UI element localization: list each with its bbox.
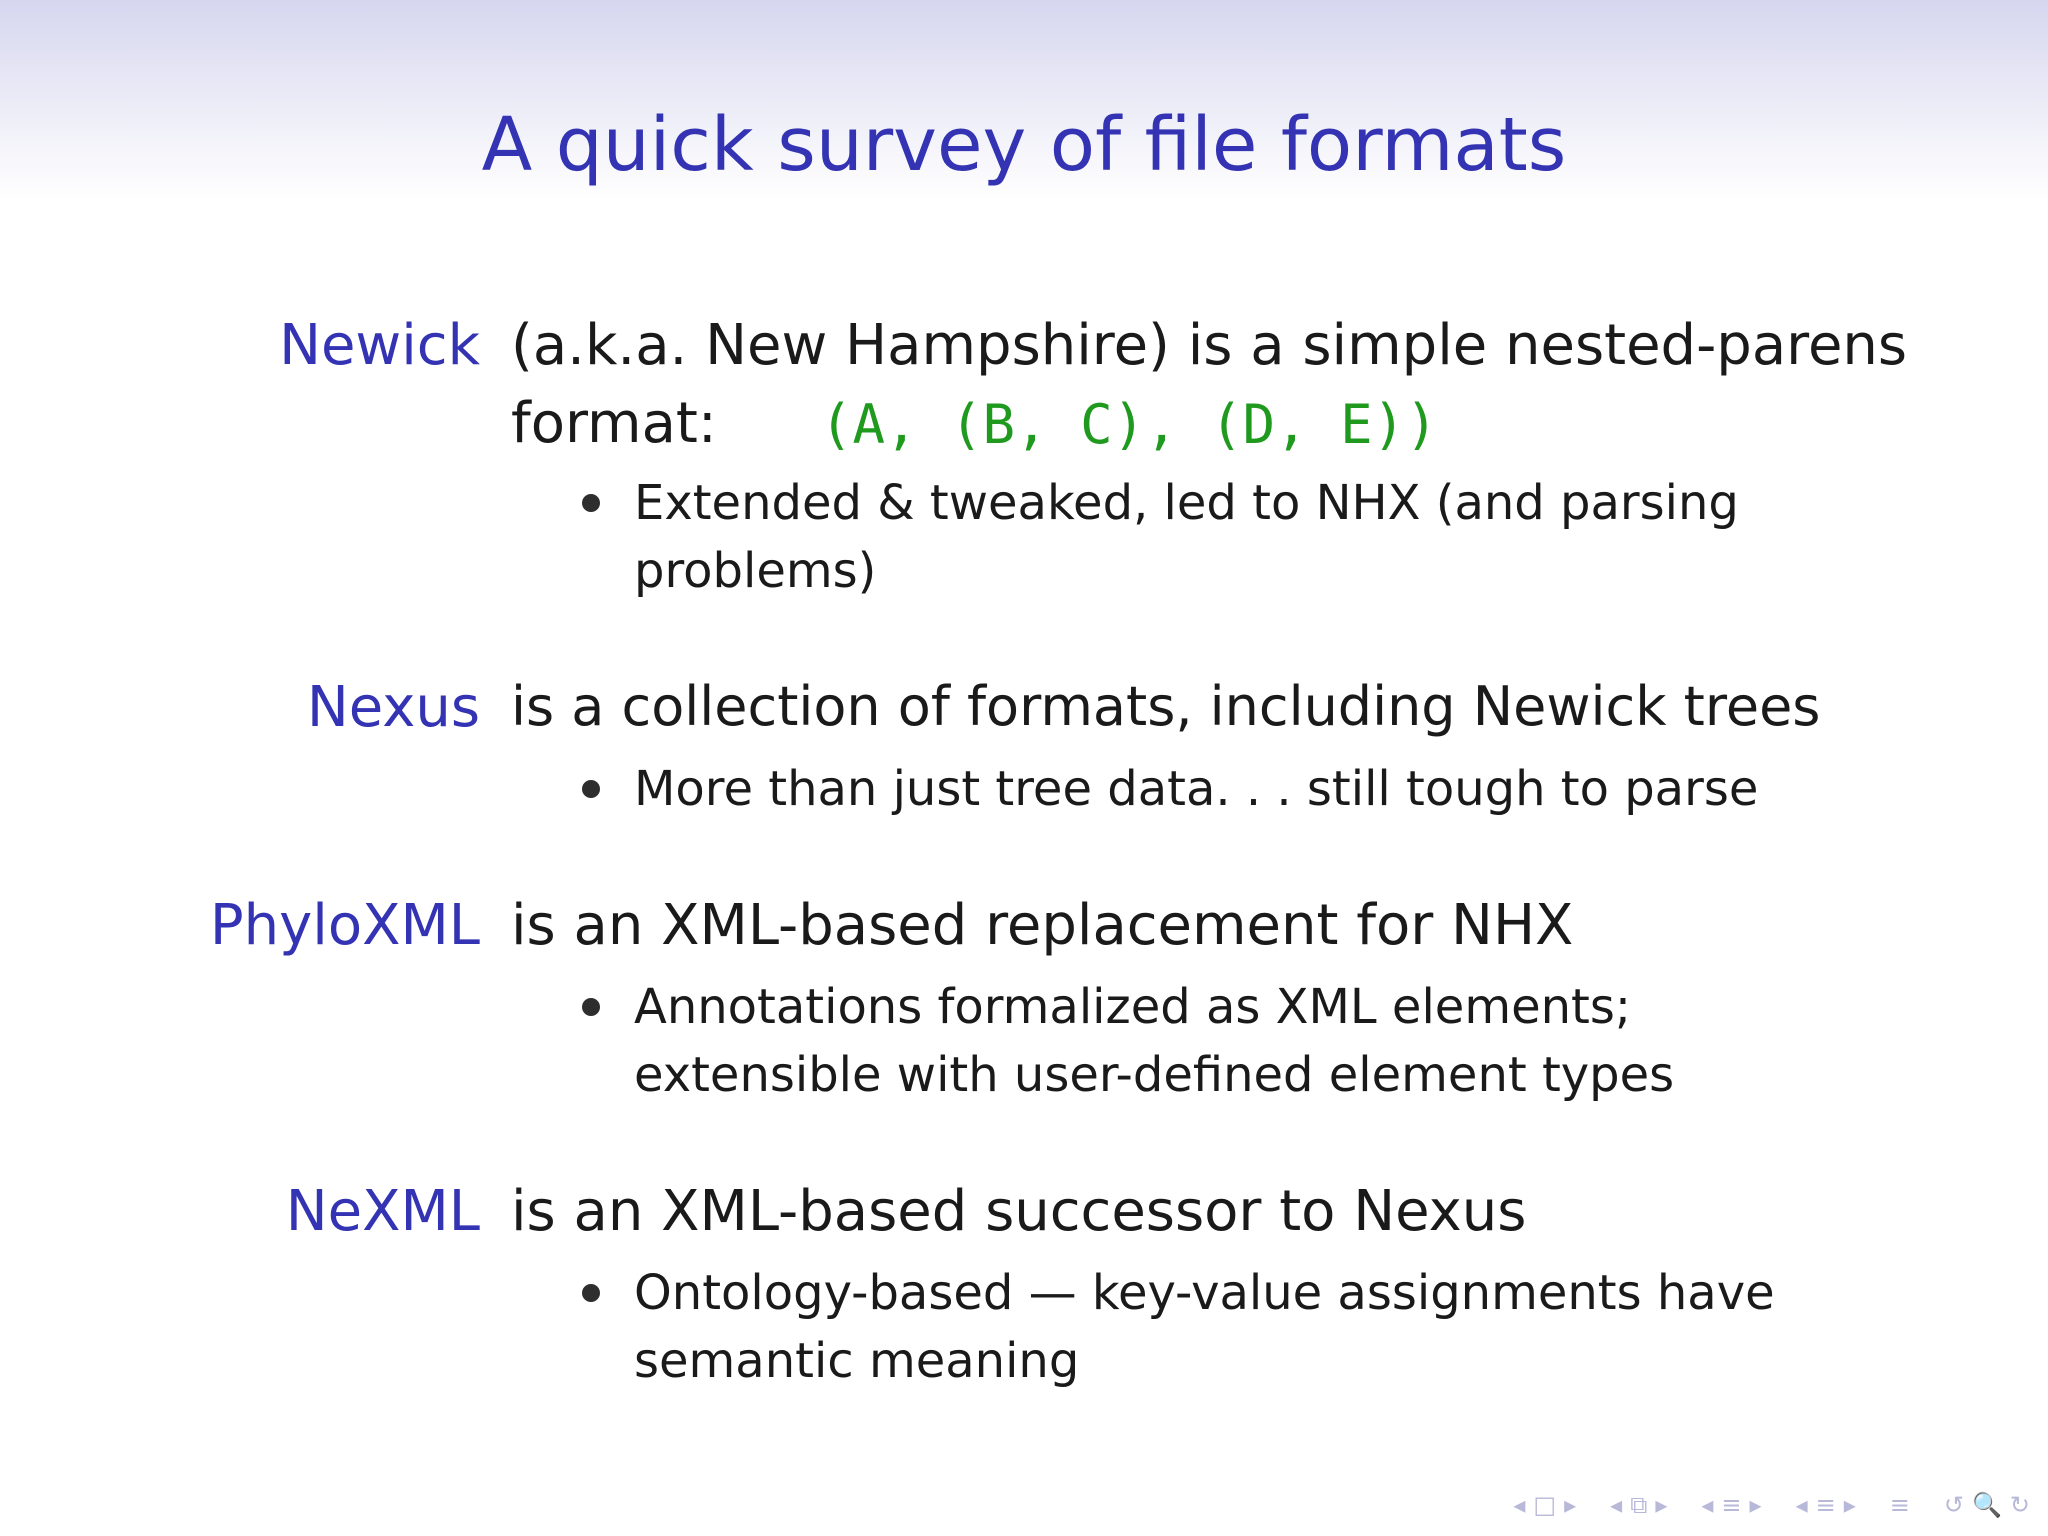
slide-icon[interactable]: ⧉ [1630, 1491, 1648, 1519]
bullet-phyloxml-1: Annotations formalized as XML elements; extensible with user-defined element types [634, 979, 1675, 1103]
bullet-marker [582, 494, 600, 512]
prev-frame-icon[interactable]: ◂ [1513, 1491, 1526, 1519]
bullet-marker [582, 780, 600, 798]
slide-title: A quick survey of file formats [481, 102, 1567, 188]
bullet-newick-1: Extended & tweaked, led to NHX (and parsing problems) [634, 475, 1739, 599]
next-subsection-icon[interactable]: ▸ [1749, 1491, 1762, 1519]
next-section-icon[interactable]: ▸ [1843, 1491, 1856, 1519]
forward-icon[interactable]: ↻ [2009, 1491, 2030, 1519]
term-phyloxml: PhyloXML [209, 893, 480, 958]
prev-section-icon[interactable]: ◂ [1795, 1491, 1808, 1519]
description-nexml: is an XML-based successor to Nexus [511, 1179, 1527, 1244]
navigation-bar [1513, 1490, 2030, 1520]
prev-subsection-icon[interactable]: ◂ [1701, 1491, 1714, 1519]
term-newick: Newick [279, 313, 480, 378]
frame-icon[interactable]: □ [1533, 1491, 1557, 1519]
bullet-nexml-1: Ontology-based — key-value assignments have semantic meaning [634, 1265, 1775, 1389]
newick-code-example: (A, (B, C), (D, E)) [820, 393, 1438, 456]
term-nexus: Nexus [306, 675, 480, 740]
toc-icon[interactable]: ≡ [1889, 1491, 1910, 1519]
prev-slide-icon[interactable]: ◂ [1610, 1491, 1623, 1519]
subsection-icon[interactable]: ≡ [1721, 1491, 1742, 1519]
description-newick: (a.k.a. New Hampshire) is a simple nested-parens [511, 313, 1908, 378]
search-icon[interactable]: 🔍 [1972, 1491, 2002, 1519]
bullet-marker [582, 998, 600, 1016]
next-frame-icon[interactable]: ▸ [1564, 1491, 1577, 1519]
bullet-marker [582, 1284, 600, 1302]
description-phyloxml: is an XML-based replacement for NHX [511, 893, 1574, 958]
description-nexus: is a collection of formats, including Newick trees [511, 675, 1821, 738]
description-newick-cont: format: [511, 391, 717, 456]
next-slide-icon[interactable]: ▸ [1655, 1491, 1668, 1519]
section-icon[interactable]: ≡ [1815, 1491, 1836, 1519]
term-nexml: NeXML [285, 1179, 480, 1244]
bullet-nexus-1: More than just tree data. . . still tough to parse [634, 761, 1759, 817]
back-icon[interactable]: ↺ [1943, 1491, 1964, 1519]
